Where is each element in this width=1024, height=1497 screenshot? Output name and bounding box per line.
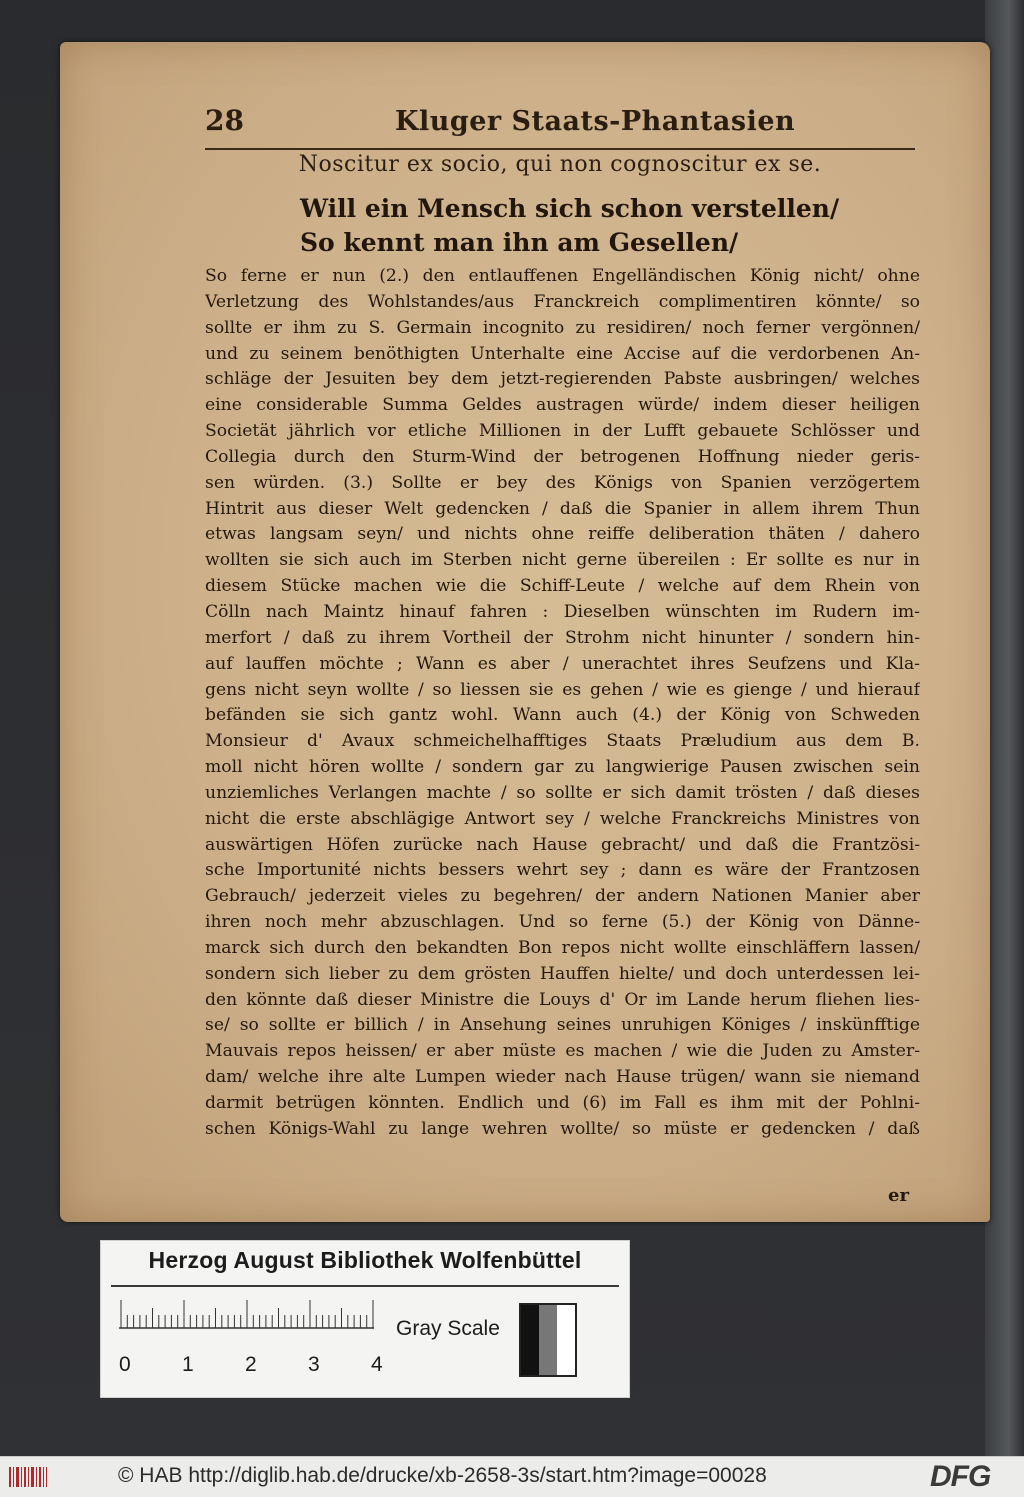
body-line: Verletzung des Wohlstandes/aus Franckreich complimentiren könnte/ so [205, 291, 920, 312]
dfg-logo: DFG [930, 1460, 991, 1493]
body-line: Societät jährlich vor etliche Millionen in der Lufft gebauete Schlösser und [205, 421, 920, 442]
adjacent-page-edge [985, 0, 1024, 1456]
ruler-number: 0 [119, 1353, 131, 1376]
body-line: darmit betrügen könnten. Endlich und (6) im Fall es ihm mit der Pohlni- [205, 1093, 920, 1113]
ruler-number: 2 [245, 1353, 257, 1376]
ruler-numbers [119, 1353, 409, 1377]
body-line: sondern sich lieber zu dem grösten Hauffen hielte/ und doch unterdessen lei- [205, 963, 920, 984]
body-line: nicht die erste abschlägige Antwort sey / welche Franckreichs Ministres von [205, 808, 920, 829]
catchword: er [888, 1185, 909, 1206]
body-text [205, 264, 920, 1143]
body-line: den könnte daß dieser Ministre die Louys d' Or im Lande herum fliehen lies- [205, 989, 920, 1010]
footer-credit-link[interactable]: © HAB http://diglib.hab.de/drucke/xb-2658-3s/start.htm?image=00028 [118, 1464, 767, 1487]
page-number: 28 [205, 104, 244, 137]
body-line: So ferne er nun (2.) den entlauffenen Engelländischen König nicht/ ohne [205, 266, 920, 286]
body-line: se/ so sollte er billich / in Ansehung seines unruhigen Königes / inskünfftige [205, 1015, 920, 1036]
running-title: Kluger Staats-Phantasien [395, 106, 796, 137]
body-line: schen Königs-Wahl zu lange wehren wollte/ so müste er gedencken / daß [205, 1118, 920, 1139]
body-line: ihren noch mehr abzuschlagen. Und so ferne (5.) der König von Dänne- [205, 912, 920, 933]
body-line: Gebrauch/ jederzeit vieles zu begehren/ der andern Nationen Manier aber [205, 886, 920, 907]
library-card [100, 1240, 630, 1398]
body-line: und zu seinem benöthigten Unterhalte eine Accise auf die verdorbenen An- [205, 343, 920, 364]
body-line: Monsieur d' Avaux schmeichelhafftiges Staats Præludium aus dem B. [205, 731, 920, 752]
gray-scale-label: Gray Scale [396, 1317, 500, 1340]
body-line: merfort / daß zu ihrem Vortheil der Strohm nicht hinunter / sondern hin- [205, 627, 920, 648]
body-line: dam/ welche ihre alte Lumpen wieder nach Hause trügen/ wann sie niemand [205, 1067, 920, 1088]
motto-german-line: So kennt man ihn am Gesellen/ [300, 228, 739, 257]
body-line: gens nicht seyn wollte / so liessen sie es gehen / wie es gienge / und hierauf [205, 679, 920, 700]
body-line: sollte er ihm zu S. Germain incognito zu residiren/ noch ferner vergönnen/ [205, 317, 920, 338]
library-card-rule [111, 1285, 619, 1287]
body-line: schläge der Jesuiten bey dem jetzt-regierenden Pabste ausbringen/ welches [205, 369, 920, 390]
footer-bar [0, 1456, 1024, 1497]
body-line: Cölln nach Maintz hinauf fahren : Dieselben wünschten im Rudern im- [205, 601, 920, 622]
body-line: wollten sie sich auch im Sterben nicht gerne übereilen : Er sollte es nur in [205, 550, 920, 571]
body-line: unziemliches Verlangen machte / so sollte er sich damit trösten / daß dieses [205, 782, 920, 803]
body-line: auf lauffen möchte ; Wann es aber / unerachtet ihres Seufzens und Kla- [205, 653, 920, 674]
ruler-number: 3 [308, 1353, 320, 1376]
gray-swatch-gray [539, 1305, 557, 1375]
body-line: befänden sie sich gantz wohl. Wann auch (4.) der König von Schweden [205, 705, 920, 726]
library-card-title: Herzog August Bibliothek Wolfenbüttel [148, 1247, 582, 1273]
ruler-scale [119, 1299, 374, 1329]
body-line: Mauvais repos heissen/ er aber müste es machen / wie die Juden zu Amster- [205, 1041, 920, 1062]
body-line: sen würden. (3.) Sollte er bey des Königs von Spanien verzögertem [205, 472, 920, 493]
body-line: diesem Stücke machen wie die Schiff-Leute / welche auf dem Rhein von [205, 576, 920, 597]
body-line: Collegia durch den Sturm-Wind der betrogenen Hoffnung nieder geris- [205, 446, 920, 467]
barcode-icon [8, 1465, 48, 1489]
body-line: Hintrit aus dieser Welt gedencken / daß die Spanier in allem ihrem Thun [205, 498, 920, 519]
body-line: etwas langsam seyn/ und nichts ohne reiffe deliberation thäten / dahero [205, 524, 920, 545]
body-line: auswärtigen Höfen zurücke nach Hause gebracht/ und daß die Frantzösi- [205, 834, 920, 855]
body-line: marck sich durch den bekandten Bon repos nicht wollte einschläffern lassen/ [205, 937, 920, 958]
body-line: sche Importunité nichts bessers wehrt sey ; dann es wäre der Frantzosen [205, 860, 920, 881]
running-head [205, 104, 915, 150]
body-line: eine considerable Summa Geldes austragen würde/ indem dieser heiligen [205, 395, 920, 416]
book-page [60, 42, 990, 1222]
motto-german-line: Will ein Mensch sich schon verstellen/ [300, 194, 840, 223]
ruler-number: 4 [371, 1353, 383, 1376]
gray-scale-swatch [519, 1303, 577, 1377]
gray-swatch-white [557, 1305, 575, 1375]
ruler-number: 1 [182, 1353, 194, 1376]
gray-swatch-black [521, 1305, 539, 1375]
body-line: moll nicht hören wollte / sondern gar zu langwierige Pausen zwischen sein [205, 757, 920, 778]
motto-latin: Noscitur ex socio, qui non cognoscitur ex se. [298, 152, 822, 177]
motto-german [300, 192, 840, 260]
